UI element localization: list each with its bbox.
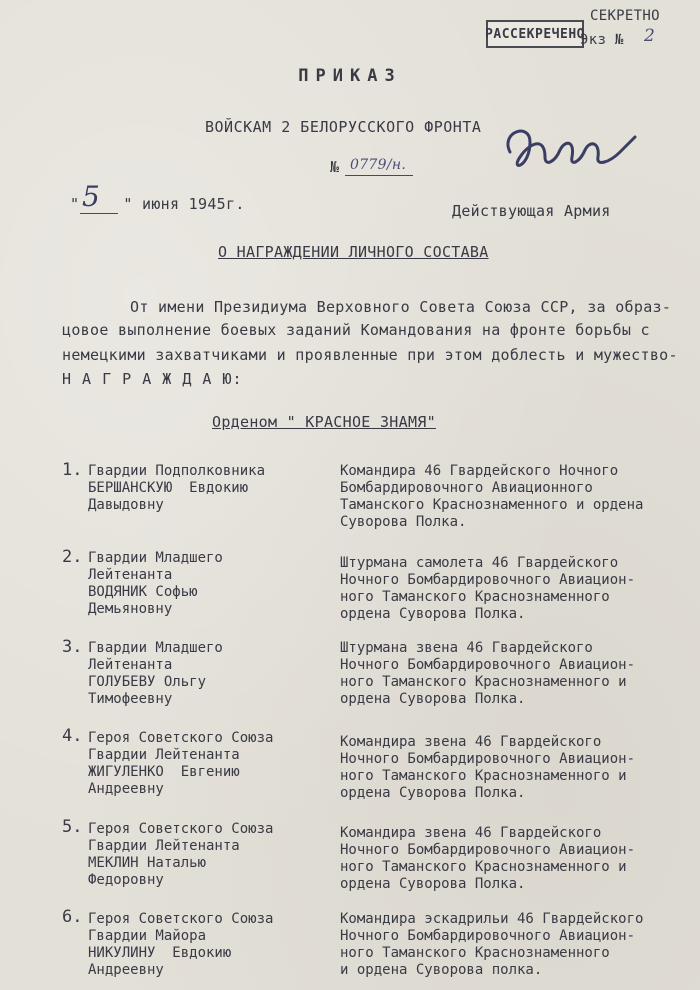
entry-number: 3.: [62, 637, 83, 657]
entry-number: 1.: [62, 460, 83, 480]
entry-name: Гвардии Младшего Лейтенанта ВОДЯНИК Софью Демьяновну: [88, 550, 223, 617]
order-title: ПРИКАЗ: [298, 66, 402, 86]
location-label: Действующая Армия: [452, 202, 611, 220]
entry-name: Гвардии Подполковника БЕРШАНСКУЮ Евдокию Давыдовну: [88, 463, 266, 513]
date-day: 5: [82, 180, 101, 213]
preamble-line: цовое выполнение боевых заданий Командования на фронте борьбы с: [62, 321, 650, 339]
entry-post: Командира звена 46 Гвардейского Ночного Бомбардировочного Авиацион- ного Таманского Краснознаменного и ордена Суворова Полка.: [340, 734, 636, 801]
preamble-line: От имени Президиума Верховного Совета Союза ССР, за образ-: [130, 298, 672, 316]
entry-post: Командира звена 46 Гвардейского Ночного Бомбардировочного Авиацион- ного Таманского Краснознаменного и ордена Суворова Полка.: [340, 825, 636, 892]
exemplar-number: 2: [644, 26, 656, 46]
entry-name: Героя Советского Союза Гвардии Лейтенанта МЕКЛИН Наталью Федоровну: [88, 821, 274, 888]
date-month-year: " июня 1945г.: [123, 195, 245, 213]
entry-number: 4.: [62, 726, 83, 746]
entry-number: 6.: [62, 907, 83, 927]
entry-post: Командира 46 Гвардейского Ночного Бомбардировочного Авиационного Таманского Краснознаменного и ордена Суворова Полка.: [340, 463, 644, 530]
order-number-value: 0779/н.: [350, 157, 407, 173]
entry-post: Штурмана самолета 46 Гвардейского Ночного Бомбардировочного Авиацион- ного Таманского Краснознаменного ордена Суворова Полка.: [340, 555, 636, 622]
order-number-label: №: [330, 158, 340, 176]
preamble-line: немецкими захватчиками и проявленные при этом доблесть и мужество-: [62, 346, 678, 364]
date-open-quote: ": [70, 195, 80, 213]
entry-name: Гвардии Младшего Лейтенанта ГОЛУБЕВУ Ольгу Тимофеевну: [88, 640, 223, 707]
handwritten-signature: [500, 112, 640, 182]
declassified-stamp: РАССЕКРЕЧЕНО: [486, 20, 584, 48]
entry-number: 5.: [62, 817, 83, 837]
exemplar-label: Экз №: [580, 32, 624, 48]
preamble-award-verb: Н А Г Р А Ж Д А Ю:: [62, 370, 243, 388]
entry-post: Штурмана звена 46 Гвардейского Ночного Бомбардировочного Авиацион- ного Таманского Краснознаменного и ордена Суворова Полка.: [340, 640, 636, 707]
entry-number: 2.: [62, 547, 83, 567]
award-title: Орденом " КРАСНОЕ ЗНАМЯ": [212, 413, 436, 431]
order-heading: О НАГРАЖДЕНИИ ЛИЧНОГО СОСТАВА: [218, 243, 489, 261]
date-underline: [80, 213, 118, 214]
entry-name: Героя Советского Союза Гвардии Лейтенанта ЖИГУЛЕНКО Евгению Андреевну: [88, 730, 274, 797]
top-secret-label: СЕКРЕТНО: [590, 8, 660, 24]
entry-name: Героя Советского Союза Гвардии Майора НИКУЛИНУ Евдокию Андреевну: [88, 911, 274, 978]
order-subtitle: ВОЙСКАМ 2 БЕЛОРУССКОГО ФРОНТА: [205, 118, 482, 136]
order-number-underline: [345, 175, 413, 176]
entry-post: Командира эскадрильи 46 Гвардейского Ночного Бомбардировочного Авиацион- ного Таманского Краснознаменного и ордена Суворова полка.: [340, 911, 644, 978]
